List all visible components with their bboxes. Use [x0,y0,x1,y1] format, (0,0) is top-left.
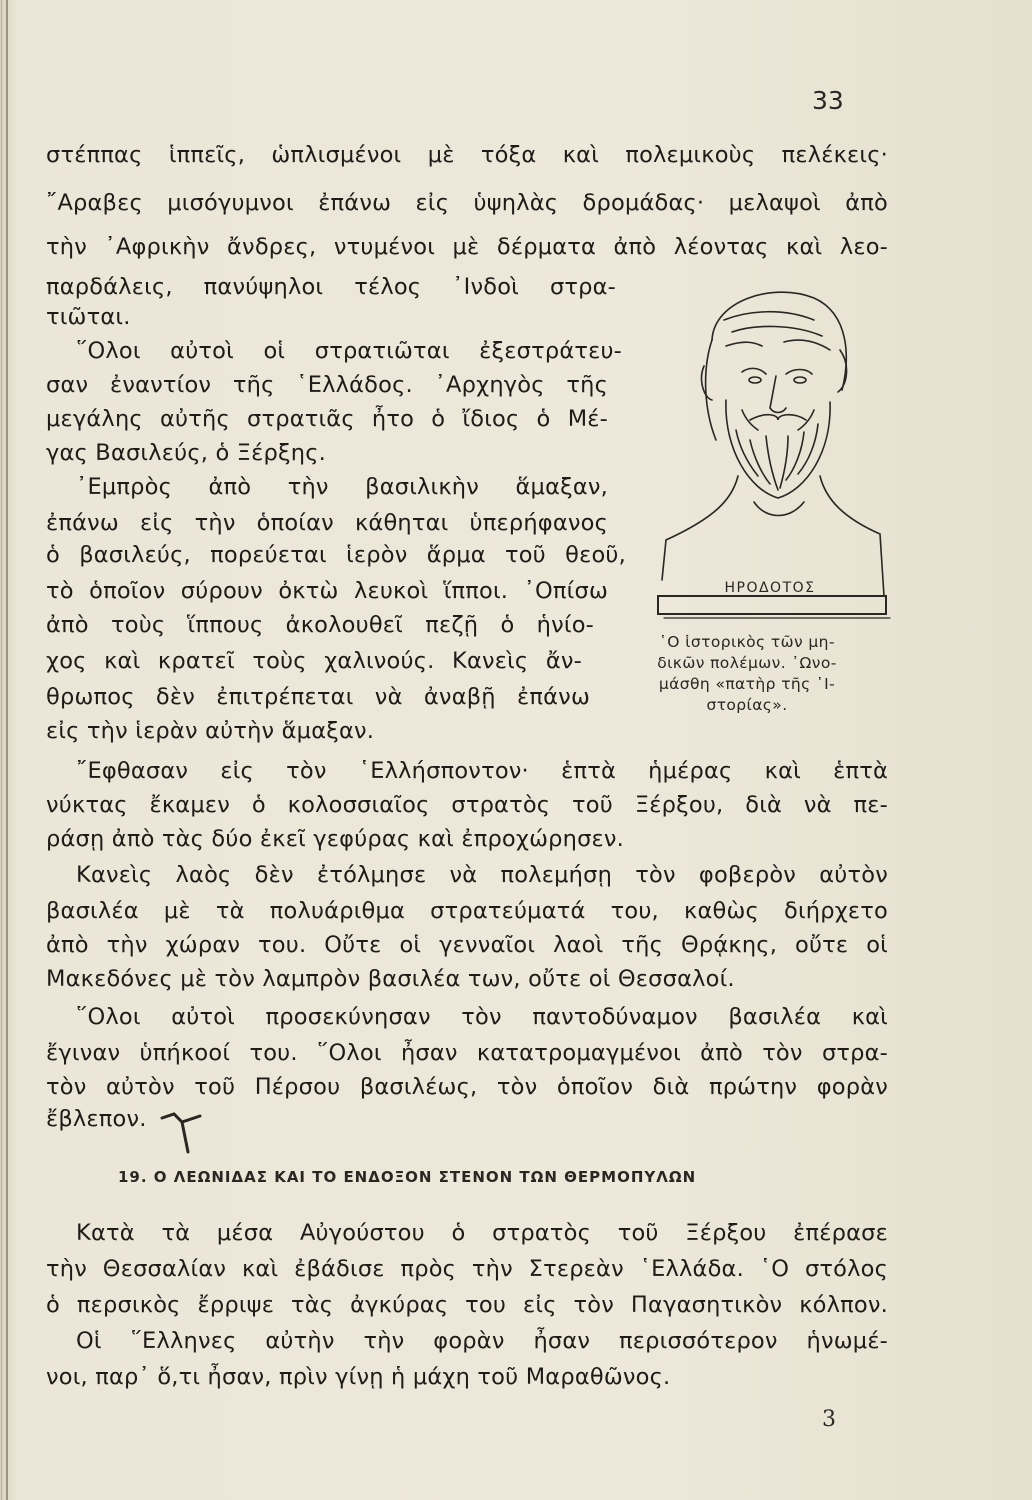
text-line: ῎Εφθασαν εἰς τὸν ῾Ελλήσποντον· ἑπτὰ ἡμέρας καὶ ἑπτὰ [76,758,888,784]
text-line: θρωπος δὲν ἐπιτρέπεται νὰ ἀναβῇ ἐπάνω [46,684,590,710]
text-line: ἔβλεπον. [46,1106,147,1132]
text-line: ράσῃ ἀπὸ τὰς δύο ἐκεῖ γεφύρας καὶ ἐπροχώρησεν. [46,826,625,852]
text-line: Κατὰ τὰ μέσα Αὐγούστου ὁ στρατὸς τοῦ Ξέρξου ἐπέρασε [76,1220,888,1246]
text-line: παρδάλεις, πανύψηλοι τέλος ᾿Ινδοὶ στρα- [46,274,616,300]
text-line: Κανεὶς λαὸς δὲν ἐτόλμησε νὰ πολεμήσῃ τὸν φοβερὸν αὐτὸν [76,862,888,888]
text-line: ῞Ολοι αὐτοὶ οἱ στρατιῶται ἐξεστράτευ- [76,338,622,364]
caption-line: στορίας». [706,696,788,714]
text-line: ἀπὸ τὴν χώραν του. Οὔτε οἱ γενναῖοι λαοὶ τῆς Θρᾴκης, οὔτε οἱ [46,932,888,958]
caption-line: δικῶν πολέμων. ᾿Ωνο- [657,654,837,672]
text-line: ὁ βασιλεύς, πορεύεται ἱερὸν ἅρμα τοῦ θεοῦ, [46,542,626,568]
text-line: βασιλέα μὲ τὰ πολυάριθμα στρατεύματά του, καθὼς διήρχετο [46,898,888,924]
text-line: Οἱ ῞Ελληνες αὐτὴν τὴν φορὰν ἦσαν περισσότερον ἡνωμέ- [76,1328,888,1354]
page-number: 33 [812,86,844,115]
text-line: νοι, παρ᾿ ὅ,τι ἦσαν, πρὶν γίνῃ ἡ μάχη τοῦ Μαραθῶνος. [46,1364,671,1390]
text-line: χος καὶ κρατεῖ τοὺς χαλινούς. Κανεὶς ἄν- [46,648,582,674]
section-heading: 19. Ο ΛΕΩΝΙΔΑΣ ΚΑΙ ΤΟ ΕΝΔΟΞΟΝ ΣΤΕΝΟΝ ΤΩΝ ΘΕΡΜΟΠΥΛΩΝ [118,1168,697,1186]
ornament-mark [160,1110,210,1156]
text-line: τιῶται. [46,304,131,330]
text-line: ῞Ολοι αὐτοὶ προσεκύνησαν τὸν παντοδύναμον βασιλέα καὶ [76,1004,888,1030]
text-line: εἰς τὴν ἱερὰν αὐτὴν ἅμαξαν. [46,718,375,744]
figure-caption [606,632,888,716]
text-line: τὴν ᾿Αφρικὴν ἄνδρες, ντυμένοι μὲ δέρματα ἀπὸ λέοντας καὶ λεο- [46,234,888,260]
signature-mark: 3 [822,1407,836,1432]
caption-line: μάσθη «πατὴρ τῆς ῾Ι- [658,675,836,693]
text-line: Μακεδόνες μὲ τὸν λαμπρὸν βασιλέα των, οὔτε οἱ Θεσσαλοί. [46,966,735,992]
portrait-label: ΗΡΟΔΟΤΟΣ [724,580,816,596]
text-line: ἐπάνω εἰς τὴν ὁποίαν κάθηται ὑπερήφανος [46,510,608,536]
herodotus-portrait [654,280,894,630]
text-line: τὸν αὐτὸν τοῦ Πέρσου βασιλέως, τὸν ὁποῖον διὰ πρώτην φορὰν [46,1074,888,1100]
text-line: ὁ περσικὸς ἔρριψε τὰς ἀγκύρας του εἰς τὸν Παγασητικὸν κόλπον. [46,1292,888,1318]
text-line: ἀπὸ τοὺς ἵππους ἀκολουθεῖ πεζῇ ὁ ἡνίο- [46,612,594,638]
text-line: νύκτας ἔκαμεν ὁ κολοσσιαῖος στρατὸς τοῦ Ξέρξου, διὰ νὰ πε- [46,792,888,818]
binding-edge [6,0,8,1500]
caption-line: ῾Ο ἱστορικὸς τῶν μη- [659,633,835,651]
text-line: ἔγιναν ὑπήκοοί του. ῞Ολοι ἦσαν κατατρομαγμένοι ἀπὸ τὸν στρα- [46,1040,888,1066]
text-line: σαν ἐναντίον τῆς ῾Ελλάδος. ᾿Αρχηγὸς τῆς [46,372,608,398]
text-line: τὴν Θεσσαλίαν καὶ ἐβάδισε πρὸς τὴν Στερεὰν ῾Ελλάδα. ῾Ο στόλος [46,1256,888,1282]
text-line: ᾿Εμπρὸς ἀπὸ τὴν βασιλικὴν ἅμαξαν, [76,474,608,500]
text-line: ῎Αραβες μισόγυμνοι ἐπάνω εἰς ὑψηλὰς δρομάδας· μελαψοὶ ἀπὸ [46,190,888,216]
text-line: μεγάλης αὐτῆς στρατιᾶς ἦτο ὁ ἴδιος ὁ Μέ- [46,406,608,432]
text-line: τὸ ὁποῖον σύρουν ὀκτὼ λευκοὶ ἵπποι. ᾿Οπίσω [46,578,608,604]
page-edge [1,0,2,1500]
text-line: στέππας ἱππεῖς, ὡπλισμένοι μὲ τόξα καὶ πολεμικοὺς πελέκεις· [46,142,888,168]
text-line: γας Βασιλεύς, ὁ Ξέρξης. [46,440,326,466]
